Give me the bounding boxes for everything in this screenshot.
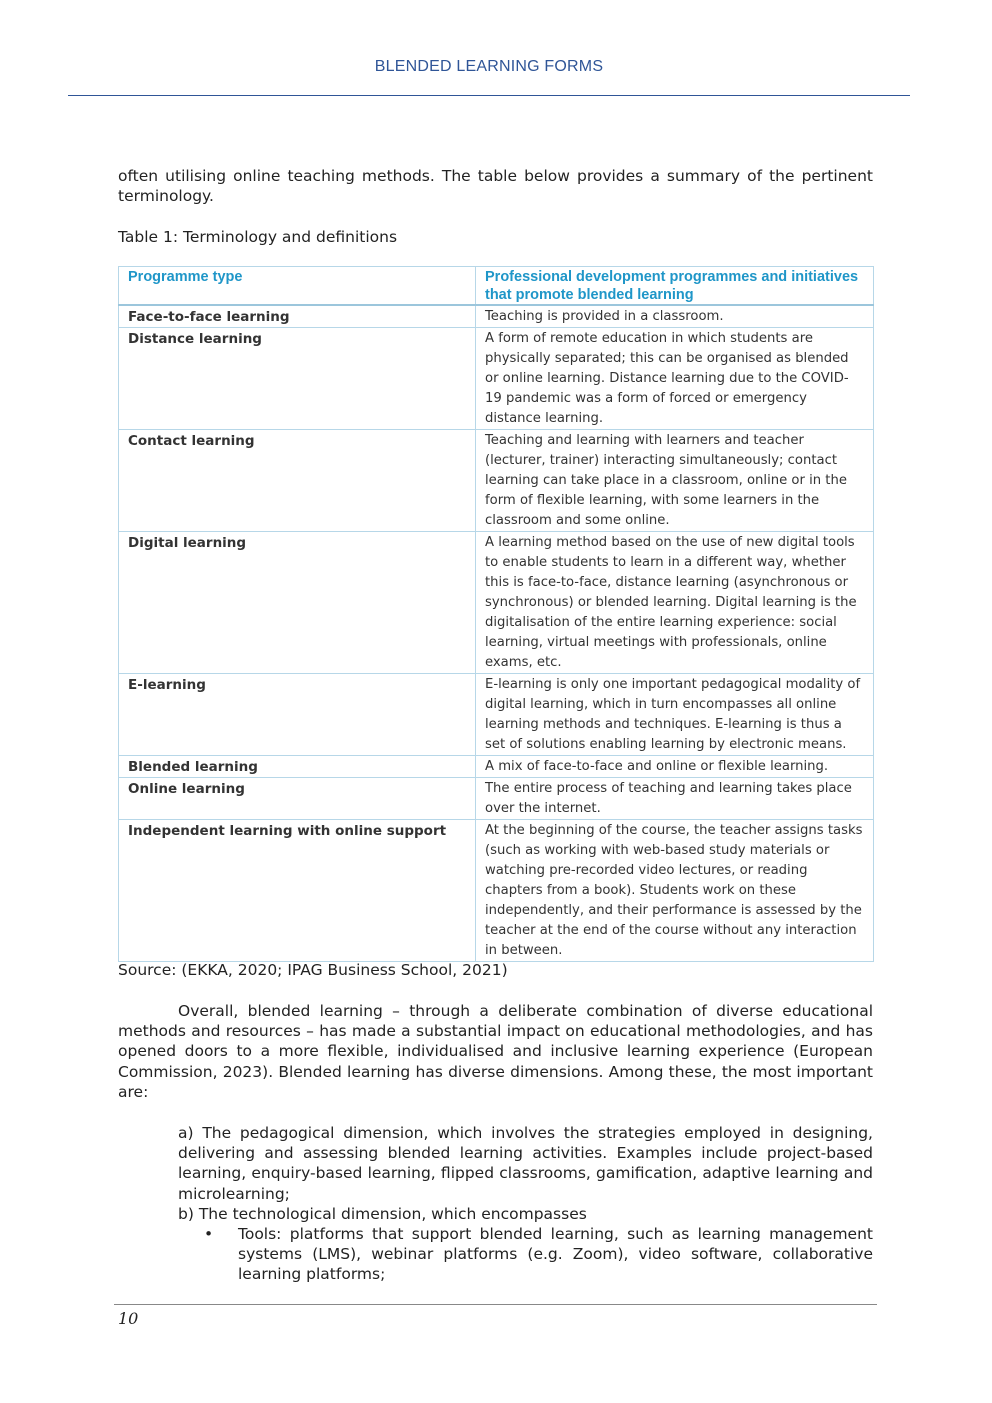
table-row bbox=[119, 674, 874, 756]
definition-cell: At the beginning of the course, the teacher assigns tasks (such as working with web-based study materials or watching pre-recorded video lectures, or reading chapters from a book). Students work on these independently, and their performance is assessed by the teacher at the end of the course without any interaction in between. bbox=[476, 820, 874, 962]
column-header-definition: Professional development programmes and initiatives that promote blended learning bbox=[476, 267, 874, 306]
bullet-item bbox=[204, 1224, 873, 1285]
definition-cell: Teaching and learning with learners and teacher (lecturer, trainer) interacting simultaneously; contact learning can take place in a classroom, online or in the form of flexible learning, with some learners in the classroom and some online. bbox=[476, 430, 874, 532]
table-row bbox=[119, 778, 874, 820]
definition-cell: E-learning is only one important pedagogical modality of digital learning, which in turn encompasses all online learning methods and techniques. E-learning is thus a set of solutions enabling learning by electronic means. bbox=[476, 674, 874, 756]
term-cell: Distance learning bbox=[119, 328, 476, 430]
bullet-icon: • bbox=[204, 1225, 214, 1243]
body-paragraph: Overall, blended learning – through a deliberate combination of diverse educational methods and resources – has made a substantial impact on educational methodologies, and has opened doors to a more flexible, individualised and inclusive learning experience (European Commission, 2023). Blended learning has diverse dimensions. Among these, the most important are: bbox=[118, 1002, 873, 1101]
table-caption: Table 1: Terminology and definitions bbox=[118, 228, 398, 246]
definition-cell: A form of remote education in which students are physically separated; this can be organised as blended or online learning. Distance learning due to the COVID-19 pandemic was a form of forced or emergency distance learning. bbox=[476, 328, 874, 430]
table-source: Source: (EKKA, 2020; IPAG Business School, 2021) bbox=[118, 961, 508, 979]
list-item-b: b) The technological dimension, which encompasses bbox=[178, 1205, 587, 1223]
table-row bbox=[119, 328, 874, 430]
term-cell: Independent learning with online support bbox=[119, 820, 476, 962]
table-header-row bbox=[119, 267, 874, 306]
list-item-a: a) The pedagogical dimension, which involves the strategies employed in designing, delivering and assessing blended learning activities. Examples include project-based learning, enquiry-based learning, flipped classrooms, gamification, adaptive learning and microlearning; bbox=[178, 1124, 873, 1203]
term-cell: Face-to-face learning bbox=[119, 305, 476, 328]
definition-cell: Teaching is provided in a classroom. bbox=[476, 305, 874, 328]
table-row bbox=[119, 820, 874, 962]
term-cell: Blended learning bbox=[119, 756, 476, 778]
table-row bbox=[119, 305, 874, 328]
table-row bbox=[119, 532, 874, 674]
intro-paragraph: often utilising online teaching methods. The table below provides a summary of the pertinent terminology. bbox=[118, 167, 873, 206]
definition-cell: The entire process of teaching and learning takes place over the internet. bbox=[476, 778, 874, 820]
table-row bbox=[119, 430, 874, 532]
bullet-text: Tools: platforms that support blended learning, such as learning management systems (LMS), webinar platforms (e.g. Zoom), video software, collaborative learning platforms; bbox=[238, 1225, 873, 1284]
footer-rule bbox=[114, 1304, 877, 1305]
definition-cell: A mix of face-to-face and online or flexible learning. bbox=[476, 756, 874, 778]
header-rule bbox=[68, 95, 910, 96]
term-cell: Digital learning bbox=[119, 532, 476, 674]
column-header-programme-type: Programme type bbox=[119, 267, 476, 306]
page-number: 10 bbox=[118, 1309, 139, 1328]
terminology-table bbox=[118, 266, 874, 962]
term-cell: Contact learning bbox=[119, 430, 476, 532]
term-cell: E-learning bbox=[119, 674, 476, 756]
definition-cell: A learning method based on the use of new digital tools to enable students to learn in a different way, whether this is face-to-face, distance learning (asynchronous or synchronous) or blended learning. Digital learning is the digitalisation of the entire learning experience: social learning, virtual meetings with professionals, online exams, etc. bbox=[476, 532, 874, 674]
term-cell: Online learning bbox=[119, 778, 476, 820]
table-row bbox=[119, 756, 874, 778]
running-header: BLENDED LEARNING FORMS bbox=[374, 58, 604, 75]
